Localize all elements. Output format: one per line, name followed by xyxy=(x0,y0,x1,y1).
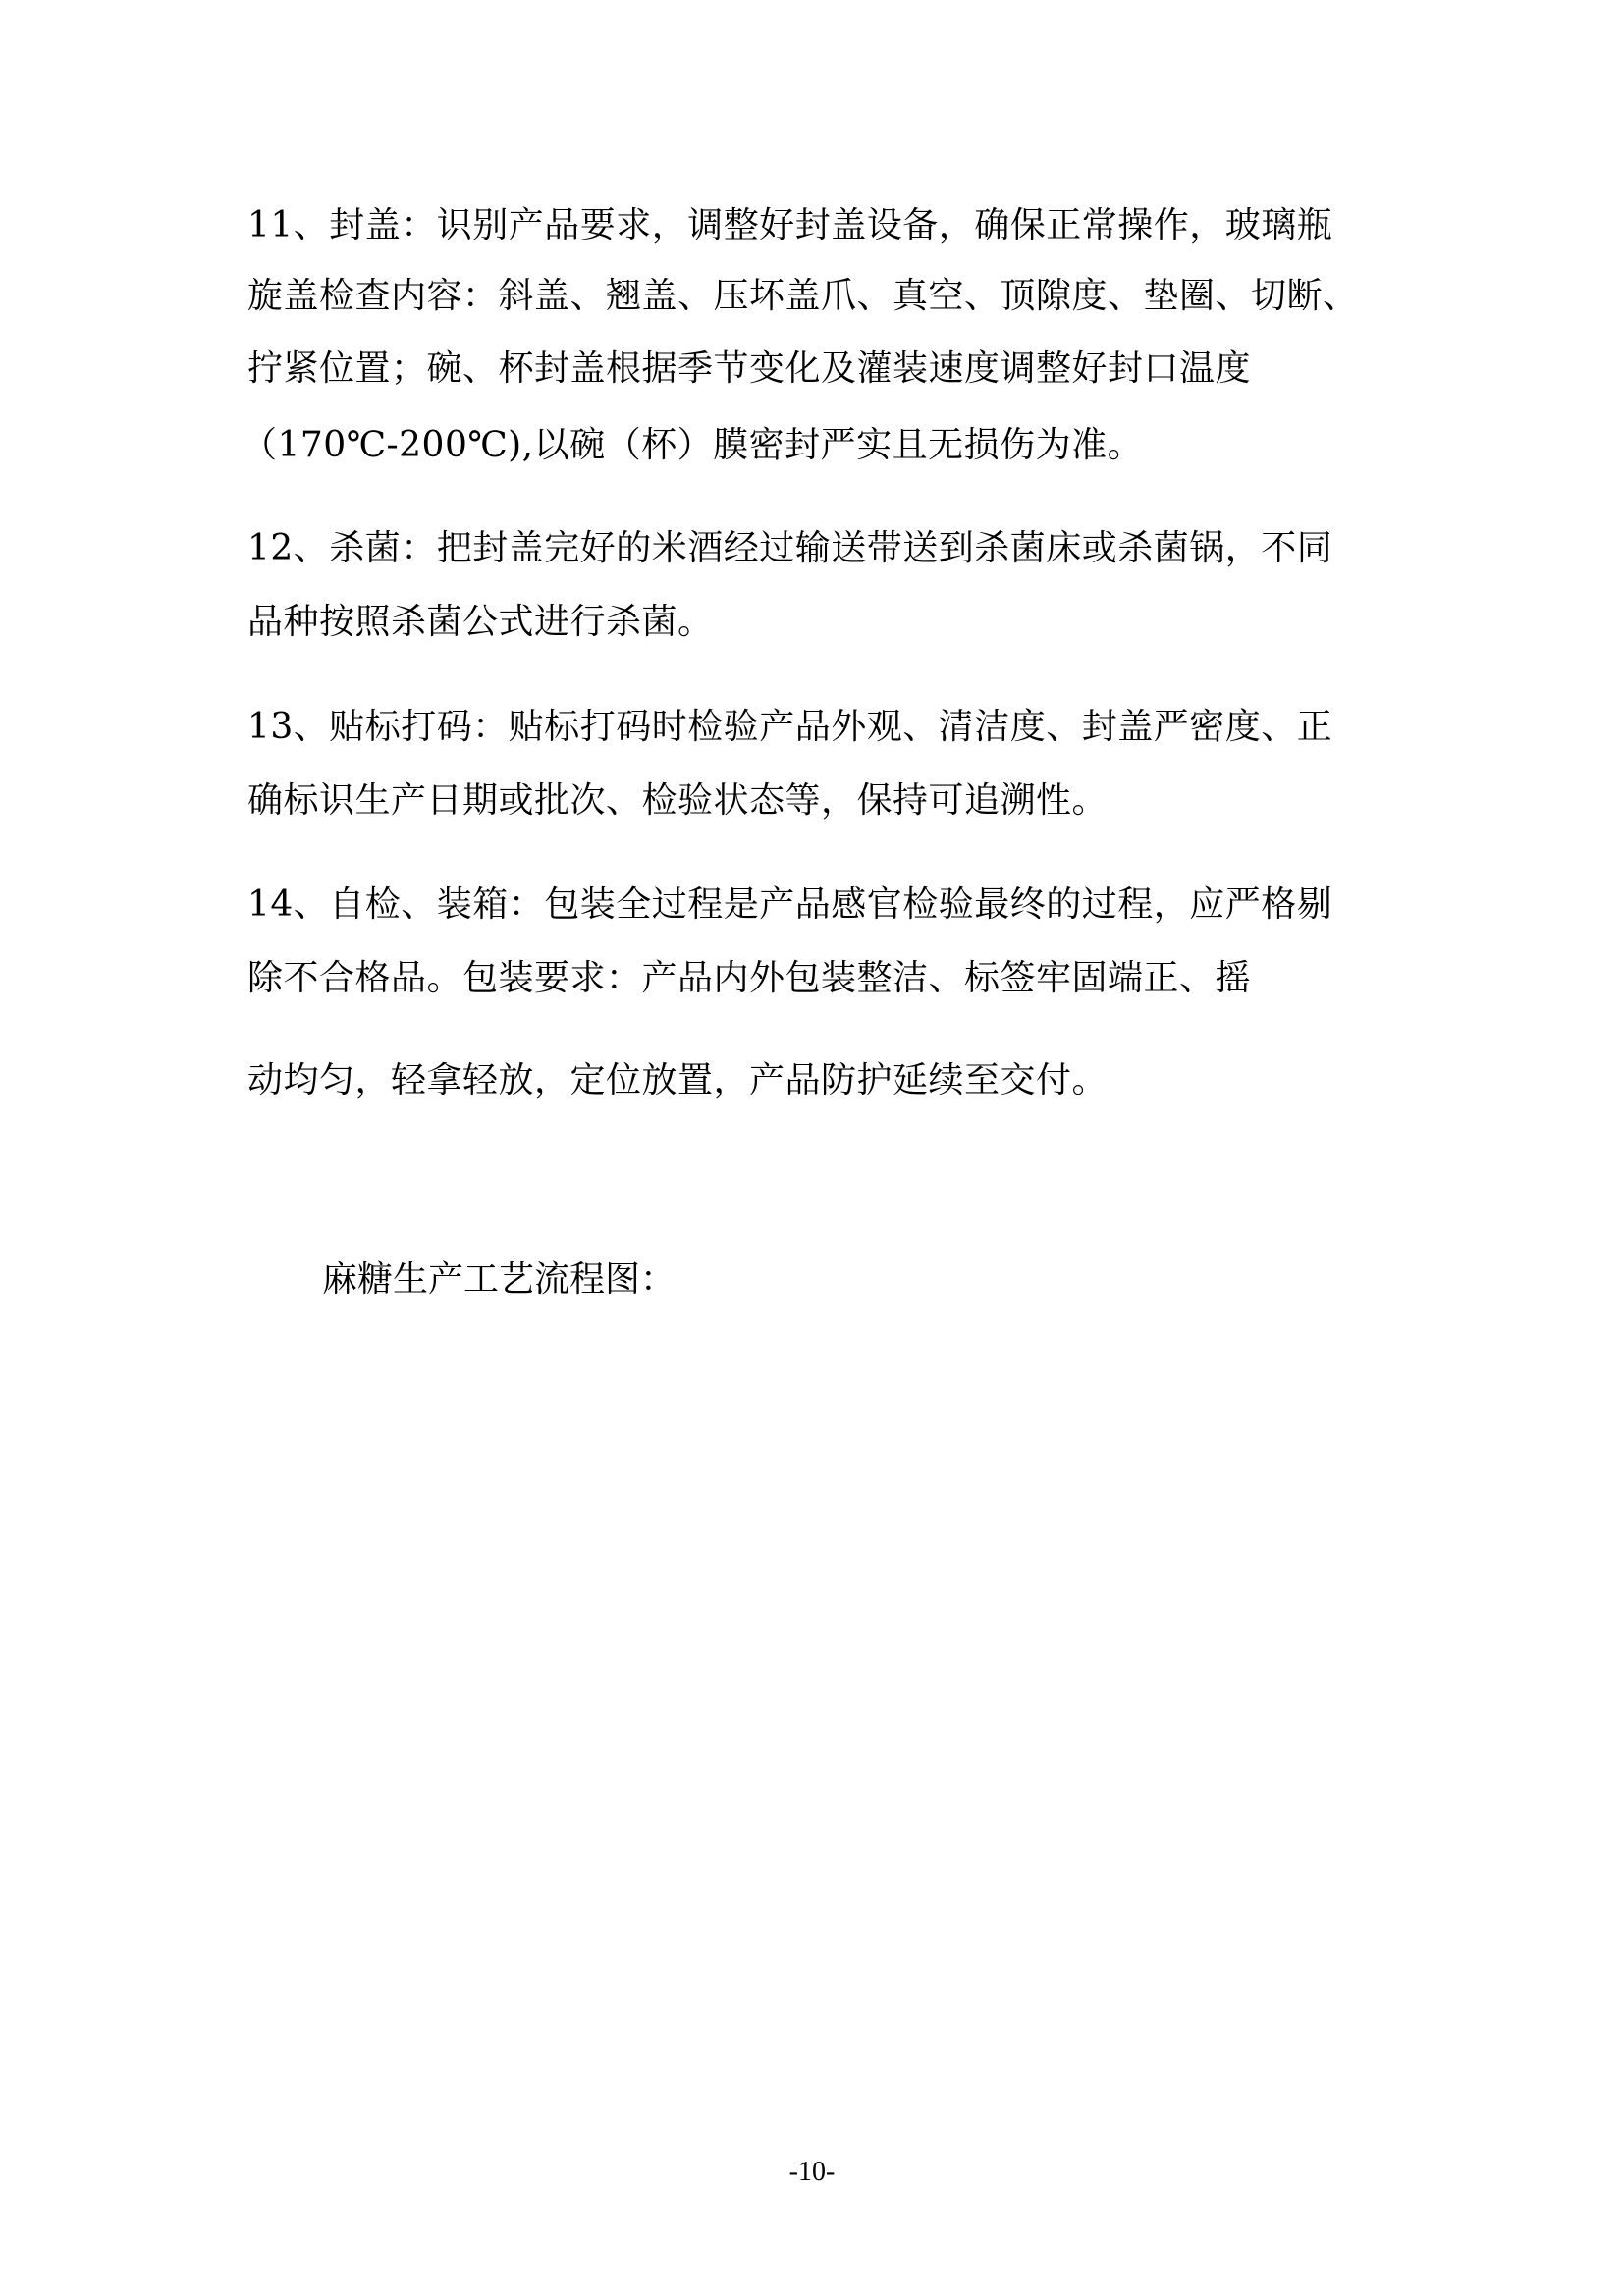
paragraph-11-line-1: 11、封盖：识别产品要求，调整好封盖设备，确保正常操作，玻璃瓶 xyxy=(247,205,1333,245)
paragraph-14-line-3: 动均匀，轻拿轻放，定位放置，产品防护延续至交付。 xyxy=(247,1060,1109,1100)
paragraph-11-line-2: 旋盖检查内容：斜盖、翘盖、压坏盖爪、真空、顶隙度、垫圈、切断、 xyxy=(247,276,1359,316)
paragraph-14-line-2: 除不合格品。包装要求：产品内外包装整洁、标签牢固端正、摇 xyxy=(247,958,1252,998)
paragraph-12-line-2: 品种按照杀菌公式进行杀菌。 xyxy=(247,602,714,642)
paragraph-14-line-1: 14、自检、装箱：包装全过程是产品感官检验最终的过程，应严格剔 xyxy=(247,884,1333,925)
page-number: -10- xyxy=(788,2157,836,2187)
paragraph-12-line-1: 12、杀菌：把封盖完好的米酒经过输送带送到杀菌床或杀菌锅，不同 xyxy=(247,528,1333,568)
paragraph-11-line-3: 拧紧位置；碗、杯封盖根据季节变化及灌装速度调整好封口温度 xyxy=(247,348,1252,389)
paragraph-13-line-2: 确标识生产日期或批次、检验状态等，保持可追溯性。 xyxy=(247,780,1109,821)
flow-chart-title: 麻糖生产工艺流程图： xyxy=(322,1259,677,1300)
paragraph-11-line-4: （170℃-200℃),以碗（杯）膜密封严实且无损伤为准。 xyxy=(242,425,1144,465)
paragraph-13-line-1: 13、贴标打码：贴标打码时检验产品外观、清洁度、封盖严密度、正 xyxy=(247,707,1333,747)
